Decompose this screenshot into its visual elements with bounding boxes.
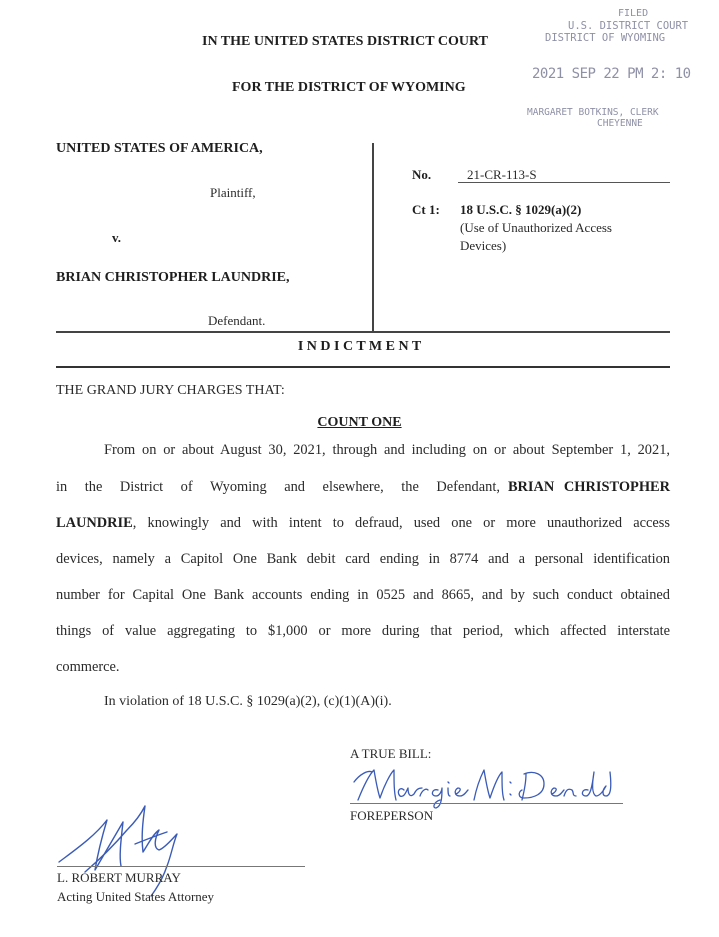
- body-line-5: number for Capital One Bank accounts ending in 0525 and 8665, and by such conduct obtained: [56, 587, 670, 603]
- attorney-title: Acting United States Attorney: [57, 889, 215, 904]
- violation-statement: In violation of 18 U.S.C. § 1029(a)(2), (c)(1)(A)(i).: [104, 694, 392, 709]
- body-line-3: [56, 515, 670, 532]
- stamp-district: DISTRICT OF WYOMING: [545, 32, 666, 44]
- versus: v.: [112, 230, 122, 245]
- defendant-name-inline: BRIAN CHRISTOPHER: [507, 479, 670, 495]
- title-bottom-rule: [56, 366, 670, 368]
- attorney-name: L. ROBERT MURRAY: [57, 870, 181, 885]
- case-number: 21-CR-113-S: [467, 167, 537, 182]
- caption-divider: [372, 143, 374, 332]
- count-heading: COUNT ONE: [317, 415, 402, 430]
- stamp-city: CHEYENNE: [597, 118, 643, 129]
- grand-jury-intro: THE GRAND JURY CHARGES THAT:: [56, 383, 285, 398]
- body-line-4: devices, namely a Capitol One Bank debit card ending in 8774 and a personal identification: [56, 551, 670, 567]
- caption-bottom-rule: [56, 331, 670, 333]
- stamp-court: U.S. DISTRICT COURT: [568, 20, 689, 32]
- document-title: I N D I C T M E N T: [297, 339, 422, 354]
- defendant-name: BRIAN CHRISTOPHER LAUNDRIE,: [56, 270, 290, 285]
- plaintiff-name: UNITED STATES OF AMERICA,: [56, 141, 263, 156]
- case-number-underline: [458, 182, 670, 183]
- court-title: IN THE UNITED STATES DISTRICT COURT: [202, 34, 488, 49]
- court-district: FOR THE DISTRICT OF WYOMING: [232, 80, 466, 95]
- case-number-label: No.: [412, 167, 432, 182]
- count-statute: 18 U.S.C. § 1029(a)(2): [460, 202, 582, 217]
- attorney-signature-line: [57, 866, 305, 867]
- body-line-2-text: in the District of Wyoming and elsewhere, the Defendant,: [56, 479, 500, 495]
- true-bill-label: A TRUE BILL:: [350, 746, 432, 761]
- defendant-surname-inline: LAUNDRIE: [56, 515, 133, 531]
- defendant-label: Defendant.: [208, 313, 266, 328]
- count-label: Ct 1:: [412, 202, 440, 217]
- foreperson-signature-line: [350, 803, 623, 804]
- stamp-filed: FILED: [618, 8, 649, 19]
- body-line-7: commerce.: [56, 659, 120, 675]
- stamp-datetime: 2021 SEP 22 PM 2: 10: [532, 66, 691, 82]
- count-description-1: (Use of Unauthorized Access: [460, 220, 612, 235]
- foreperson-label: FOREPERSON: [350, 808, 434, 823]
- stamp-clerk: MARGARET BOTKINS, CLERK: [527, 107, 659, 118]
- body-line-1: From on or about August 30, 2021, through and including on or about September 1, 2021,: [104, 442, 670, 458]
- plaintiff-label: Plaintiff,: [210, 185, 256, 200]
- count-description-2: Devices): [460, 238, 507, 253]
- body-line-6: things of value aggregating to $1,000 or more during that period, which affected interstate: [56, 623, 670, 639]
- body-line-2: [56, 479, 670, 496]
- body-line-3-text: , knowingly and with intent to defraud, used one or more unauthorized access: [132, 515, 670, 531]
